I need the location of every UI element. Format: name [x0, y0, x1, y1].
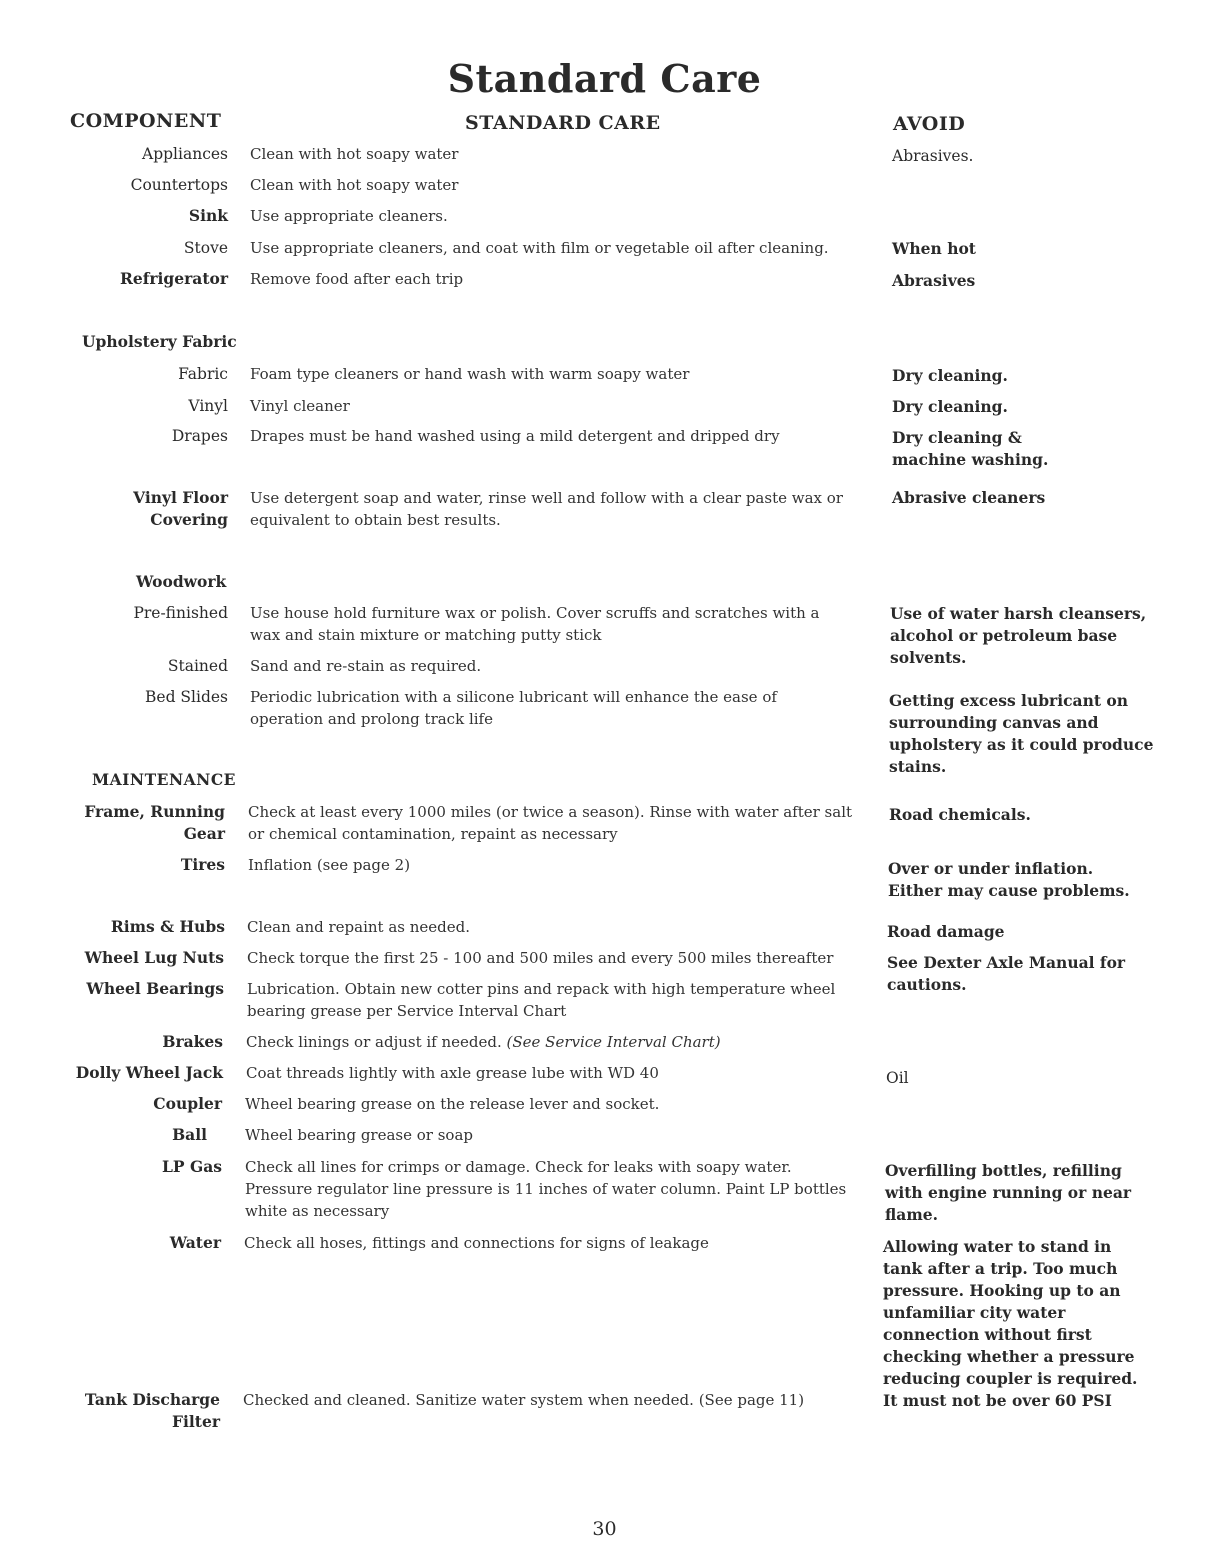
- care-ball: Wheel bearing grease or soap: [245, 1126, 473, 1144]
- care-lug-nuts: Check torque the first 25 - 100 and 500 miles and every 500 miles thereafter: [247, 949, 834, 967]
- care-lp-gas: Check all lines for crimps or damage. Check for leaks with soapy water. Pressure regulator line pressure is 11 inches of water column. Paint LP bottles white as necessary: [245, 1158, 847, 1220]
- care-brakes: [246, 1031, 861, 1053]
- care-water: Check all hoses, fittings and connections for signs of leakage: [244, 1234, 709, 1252]
- component-drapes: Drapes: [171, 427, 228, 445]
- care-vinyl: Vinyl cleaner: [250, 397, 350, 415]
- component-vinyl-floor: Vinyl Floor Covering: [133, 488, 228, 529]
- component-appliances: Appliances: [142, 145, 228, 163]
- care-refrigerator: Remove food after each trip: [250, 270, 464, 288]
- care-vinyl-floor: Use detergent soap and water, rinse well and follow with a clear paste wax or equivalent to obtain best results.: [250, 489, 843, 529]
- header-component: COMPONENT: [70, 110, 222, 132]
- avoid-lug-nuts: See Dexter Axle Manual for cautions.: [887, 953, 1126, 994]
- component-lp-gas: LP Gas: [162, 1157, 222, 1176]
- care-brakes-text: Check linings or adjust if needed.: [246, 1033, 507, 1051]
- avoid-tires: Over or under inflation. Either may cause problems.: [888, 859, 1130, 900]
- avoid-dolly: Oil: [886, 1069, 909, 1087]
- avoid-water: Allowing water to stand in tank after a trip. Too much pressure. Hooking up to an unfamiliar city water connection without first checking whether a pressure reducing coupler is required. It must not be over 60 PSI: [883, 1237, 1138, 1410]
- avoid-frame: Road chemicals.: [889, 805, 1031, 824]
- section-upholstery-fabric: Upholstery Fabric: [82, 332, 237, 351]
- care-coupler: Wheel bearing grease on the release lever and socket.: [245, 1095, 660, 1113]
- header-avoid: AVOID: [893, 113, 966, 135]
- component-refrigerator: Refrigerator: [119, 269, 228, 288]
- page-number: 30: [592, 1518, 617, 1540]
- care-stained: Sand and re-stain as required.: [250, 657, 482, 675]
- avoid-vinyl: Dry cleaning.: [892, 397, 1008, 416]
- care-rims: Clean and repaint as needed.: [247, 918, 471, 936]
- component-tank-filter: Tank Discharge Filter: [84, 1390, 220, 1431]
- care-bed-slides: Periodic lubrication with a silicone lubricant will enhance the ease of operation and prolong track life: [250, 688, 777, 728]
- component-lug-nuts: Wheel Lug Nuts: [84, 948, 224, 967]
- care-drapes: Drapes must be hand washed using a mild detergent and dripped dry: [250, 427, 780, 445]
- component-stove: Stove: [183, 239, 228, 257]
- avoid-vinyl-floor: Abrasive cleaners: [892, 488, 1046, 507]
- component-sink: Sink: [188, 206, 228, 225]
- avoid-stove: When hot: [892, 239, 976, 258]
- avoid-lp-gas: Overfilling bottles, refilling with engine running or near flame.: [885, 1161, 1132, 1224]
- care-frame: Check at least every 1000 miles (or twice a season). Rinse with water after salt or chemical contamination, repaint as necessary: [248, 803, 853, 843]
- component-coupler: Coupler: [153, 1094, 222, 1113]
- component-bed-slides: Bed Slides: [145, 688, 228, 706]
- component-brakes: Brakes: [162, 1032, 223, 1051]
- avoid-drapes: Dry cleaning & machine washing.: [892, 428, 1049, 469]
- avoid-refrigerator: Abrasives: [892, 271, 976, 290]
- avoid-rims: Road damage: [887, 922, 1005, 941]
- care-brakes-ref: (See Service Interval Chart): [506, 1033, 721, 1051]
- component-dolly: Dolly Wheel Jack: [75, 1063, 223, 1082]
- section-maintenance: MAINTENANCE: [92, 770, 236, 789]
- component-fabric: Fabric: [178, 365, 228, 383]
- care-dolly: Coat threads lightly with axle grease lube with WD 40: [246, 1064, 659, 1082]
- care-tank-filter: Checked and cleaned. Sanitize water system when needed. (See page 11): [243, 1391, 805, 1409]
- care-prefinished: Use house hold furniture wax or polish. Cover scruffs and scratches with a wax and stain mixture or matching putty stick: [250, 604, 820, 644]
- care-appliances: Clean with hot soapy water: [250, 145, 459, 163]
- avoid-prefinished: Use of water harsh cleansers, alcohol or petroleum base solvents.: [890, 604, 1147, 667]
- component-tires: Tires: [180, 855, 225, 874]
- header-standard-care: STANDARD CARE: [465, 112, 661, 134]
- component-rims: Rims & Hubs: [110, 917, 225, 936]
- care-bearings: Lubrication. Obtain new cotter pins and repack with high temperature wheel bearing grease per Service Interval Chart: [247, 980, 836, 1020]
- avoid-bed-slides: Getting excess lubricant on surrounding canvas and upholstery as it could produce stains.: [889, 691, 1154, 776]
- avoid-appliances: Abrasives.: [892, 147, 974, 165]
- component-frame: Frame, Running Gear: [84, 802, 225, 843]
- avoid-fabric: Dry cleaning.: [892, 366, 1008, 385]
- section-woodwork: Woodwork: [136, 572, 227, 591]
- care-countertops: Clean with hot soapy water: [250, 176, 459, 194]
- component-bearings: Wheel Bearings: [86, 979, 224, 998]
- care-fabric: Foam type cleaners or hand wash with warm soapy water: [250, 365, 690, 383]
- component-stained: Stained: [167, 657, 228, 675]
- care-sink: Use appropriate cleaners.: [250, 207, 448, 225]
- care-stove: Use appropriate cleaners, and coat with film or vegetable oil after cleaning.: [250, 239, 829, 257]
- component-ball: Ball: [172, 1125, 207, 1144]
- page-title: Standard Care: [447, 56, 762, 101]
- component-water: Water: [169, 1233, 221, 1252]
- component-vinyl: Vinyl: [188, 397, 228, 415]
- care-tires: Inflation (see page 2): [248, 856, 411, 874]
- component-countertops: Countertops: [130, 176, 228, 194]
- component-prefinished: Pre-finished: [133, 604, 228, 622]
